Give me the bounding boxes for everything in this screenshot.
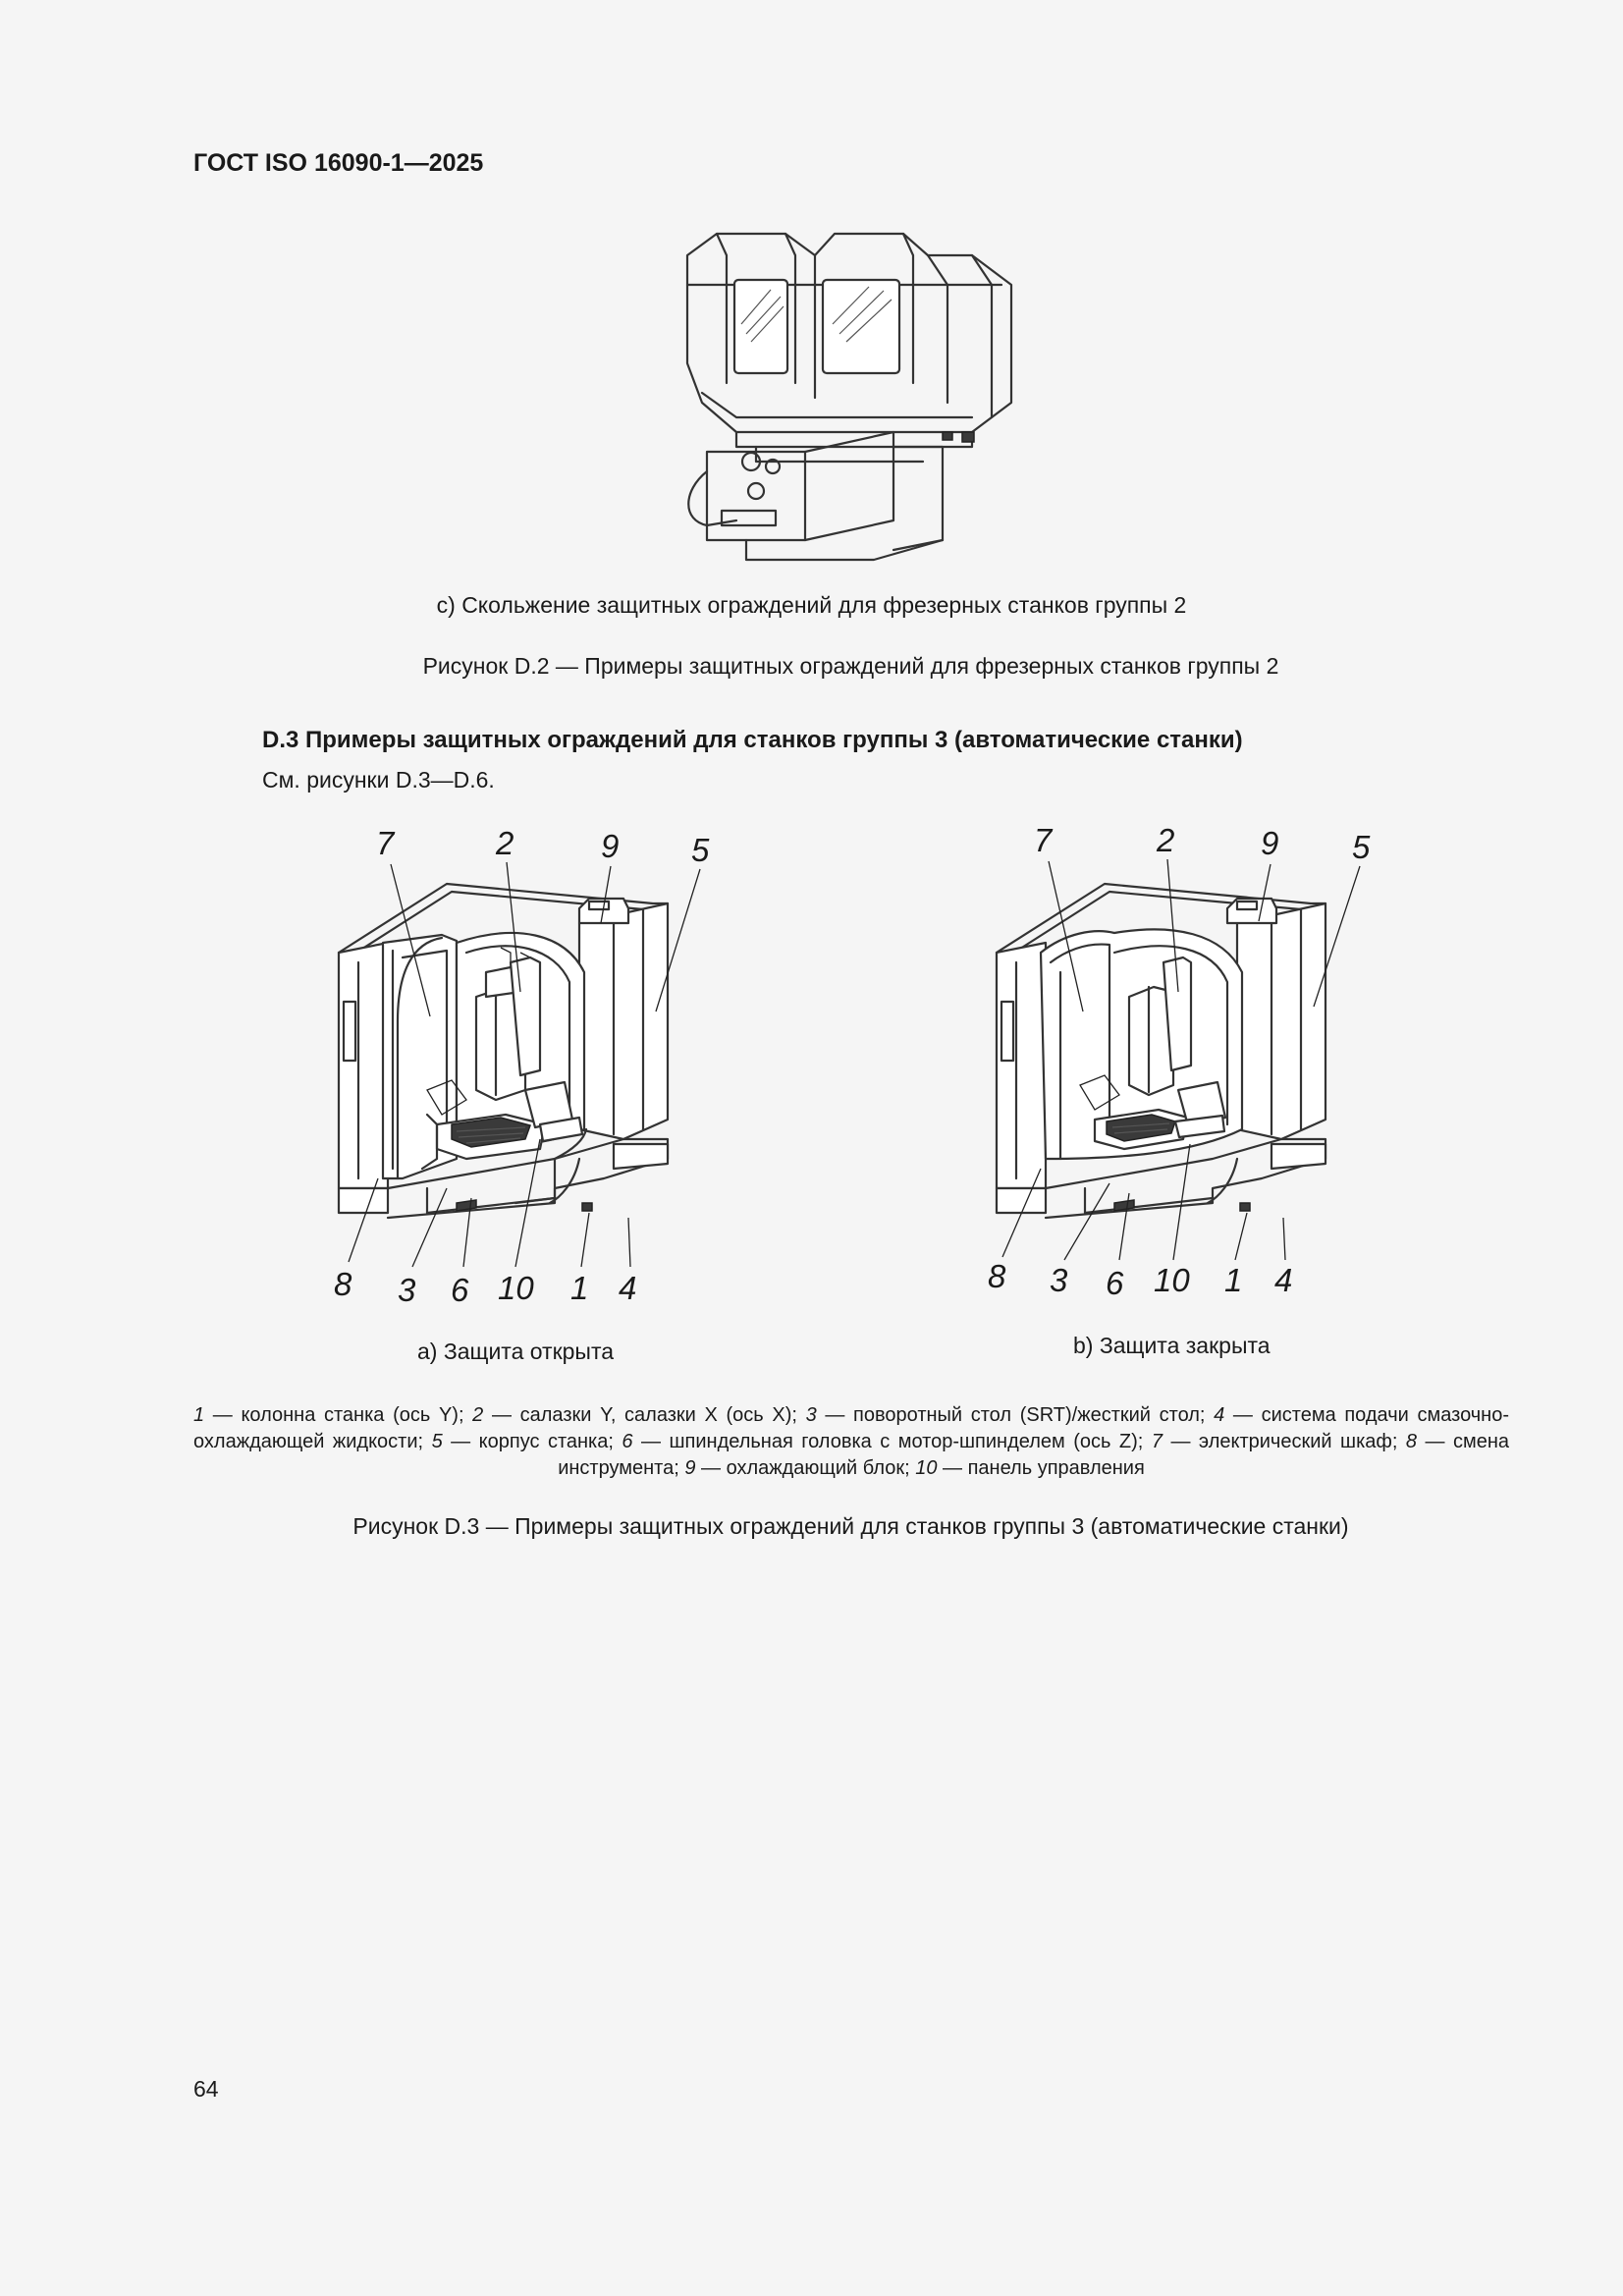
callout-b-10: 10 [1154, 1262, 1190, 1298]
callout-a-1: 1 [570, 1270, 589, 1306]
page-number: 64 [193, 2076, 219, 2102]
callout-a-9: 9 [601, 828, 620, 864]
callout-b-1: 1 [1224, 1262, 1243, 1298]
legend-item: 7 — электрический шкаф; [1151, 1431, 1406, 1452]
section-d3-reference: См. рисунки D.3—D.6. [262, 767, 495, 793]
callout-a-2: 2 [496, 825, 514, 861]
legend-item: 5 — корпус станка; [431, 1431, 622, 1452]
legend-item: 8 — смена инструмента; [558, 1431, 1509, 1479]
callout-a-6: 6 [451, 1272, 469, 1308]
legend-item: 2 — салазки Y, салазки X (ось X); [472, 1404, 806, 1426]
figure-legend [193, 1402, 1509, 1482]
figure-b-caption: b) Защита закрыта [1073, 1333, 1271, 1358]
callout-a-5: 5 [691, 832, 710, 868]
callout-b-5: 5 [1352, 829, 1371, 865]
callout-a-3: 3 [398, 1272, 416, 1308]
figure-d3-title: Рисунок D.3 — Примеры защитных ограждений для станков группы 3 (автоматические станки) [352, 1513, 1349, 1539]
callout-a-7: 7 [376, 825, 395, 861]
legend-item: 4 — система подачи смазочно-охлаждающей жидкости; [193, 1404, 1510, 1452]
callout-a-10: 10 [498, 1270, 534, 1306]
callout-b-2: 2 [1157, 822, 1175, 858]
figure-a-caption: a) Защита открыта [417, 1339, 615, 1364]
callout-a-4: 4 [619, 1270, 637, 1306]
legend-item: 1 — колонна станка (ось Y); [193, 1404, 473, 1426]
callout-a-8: 8 [334, 1266, 352, 1302]
callout-b-6: 6 [1106, 1265, 1124, 1301]
legend-item: 3 — поворотный стол (SRT)/жесткий стол; [805, 1404, 1215, 1426]
callout-b-7: 7 [1034, 822, 1053, 858]
callout-b-8: 8 [988, 1258, 1006, 1294]
figure-d2-title: Рисунок D.2 — Примеры защитных ограждений для фрезерных станков группы 2 [422, 653, 1279, 679]
section-d3-heading: D.3 Примеры защитных ограждений для станков группы 3 (автоматические станки) [262, 727, 1243, 753]
callout-b-3: 3 [1050, 1262, 1068, 1298]
callout-b-9: 9 [1261, 825, 1279, 861]
figure-c-caption: c) Скольжение защитных ограждений для фрезерных станков группы 2 [436, 592, 1187, 618]
document-header: ГОСТ ISO 16090-1—2025 [193, 149, 484, 177]
legend-item: 10 — панель управления [915, 1457, 1145, 1479]
legend-item: 6 — шпиндельная головка с мотор-шпинделем (ось Z); [622, 1431, 1152, 1452]
legend-item: 9 — охлаждающий блок; [684, 1457, 916, 1479]
callout-b-4: 4 [1274, 1262, 1293, 1298]
